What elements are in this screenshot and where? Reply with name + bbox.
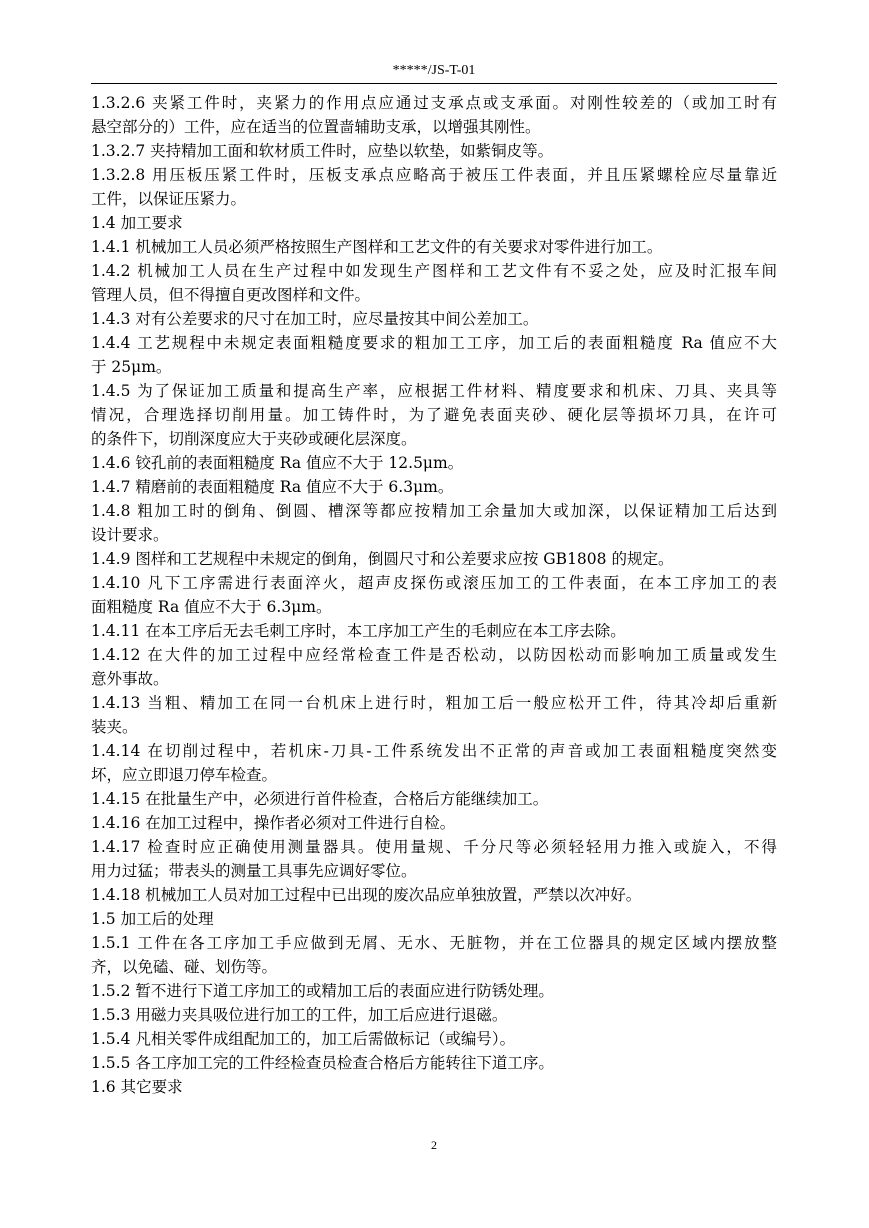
text-line: 1.4.8 粗加工时的倒角、倒圆、槽深等都应按精加工余量加大或加深，以保证精加工后达到 (91, 502, 777, 520)
text-line: 1.4.16 在加工过程中，操作者必须对工件进行自检。 (91, 814, 456, 832)
text-line: 1.4.5 为了保证加工质量和提高生产率，应根据工件材料、精度要求和机床、刀具、夹具等 (91, 382, 777, 400)
text-line: 意外事故。 (91, 670, 169, 688)
text-line: 装夹。 (91, 718, 138, 736)
text-line: 1.4.9 图样和工艺规程中未规定的倒角，倒圆尺寸和公差要求应按 GB1808 的规定。 (91, 550, 674, 568)
text-line: 1.4.1 机械加工人员必须严格按照生产图样和工艺文件的有关要求对零件进行加工。 (91, 238, 663, 256)
text-line: 1.4.2 机械加工人员在生产过程中如发现生产图样和工艺文件有不妥之处，应及时汇报车间 (91, 262, 777, 280)
text-line: 1.5.3 用磁力夹具吸位进行加工的工件，加工后应进行退磁。 (91, 1006, 508, 1024)
text-line: 管理人员，但不得擅自更改图样和文件。 (91, 286, 371, 304)
text-line: 1.4.10 凡下工序需进行表面淬火，超声皮探伤或滚压加工的工件表面，在本工序加工的表 (91, 574, 777, 592)
text-line: 坏，应立即退刀停车检查。 (91, 766, 278, 784)
text-line: 1.5.5 各工序加工完的工件经检查员检查合格后方能转往下道工序。 (91, 1054, 554, 1072)
section-heading: 1.5 加工后的处理 (91, 910, 214, 928)
header-divider (91, 83, 777, 84)
text-line: 1.4.17 检查时应正确使用测量器具。使用量规、千分尺等必须轻轻用力推入或旋入，不得 (91, 838, 777, 856)
text-line: 齐，以免磕、碰、划伤等。 (91, 958, 278, 976)
text-line: 1.4.11 在本工序后无去毛刺工序时，本工序加工产生的毛刺应在本工序去除。 (91, 622, 626, 640)
text-line: 1.4.12 在大件的加工过程中应经常检查工件是否松动，以防因松动而影响加工质量或发生 (91, 646, 777, 664)
text-line: 用力过猛；带表头的测量工具事先应调好零位。 (91, 862, 417, 880)
text-line: 1.5.1 工件在各工序加工手应做到无屑、无水、无脏物，并在工位器具的规定区域内摆放整 (91, 934, 777, 952)
text-line: 于 25μm。 (91, 358, 172, 376)
text-line: 悬空部分的）工件，应在适当的位置啬辅助支承，以增强其刚性。 (91, 118, 541, 136)
section-heading: 1.4 加工要求 (91, 214, 183, 232)
text-line: 情况，合理选择切削用量。加工铸件时，为了避免表面夹砂、硬化层等损坏刀具，在许可 (91, 406, 777, 424)
text-line: 1.4.7 精磨前的表面粗糙度 Ra 值应不大于 6.3μm。 (91, 478, 454, 496)
page-number: 2 (431, 1138, 437, 1152)
text-line: 面粗糙度 Ra 值应不大于 6.3μm。 (91, 598, 332, 616)
section-heading: 1.6 其它要求 (91, 1078, 183, 1096)
text-line: 设计要求。 (91, 526, 169, 544)
text-line: 1.5.4 凡相关零件成组配加工的，加工后需做标记（或编号）。 (91, 1030, 516, 1048)
text-line: 1.4.14 在切削过程中，若机床-刀具-工件系统发出不正常的声音或加工表面粗糙度突然变 (91, 742, 777, 760)
text-line: 工件，以保证压紧力。 (91, 190, 247, 208)
text-line: 的条件下，切削深度应大于夹砂或硬化层深度。 (91, 430, 417, 448)
text-line: 1.3.2.6 夹紧工件时，夹紧力的作用点应通过支承点或支承面。对刚性较差的（或加工时有 (91, 94, 777, 112)
text-line: 1.4.13 当粗、精加工在同一台机床上进行时，粗加工后一般应松开工件，待其冷却后重新 (91, 694, 777, 712)
document-body (91, 91, 777, 1099)
text-line: 1.3.2.7 夹持精加工面和软材质工件时，应垫以软垫，如紫铜皮等。 (91, 142, 554, 160)
text-line: 1.3.2.8 用压板压紧工件时，压板支承点应略高于被压工件表面，并且压紧螺栓应尽量靠近 (91, 166, 777, 184)
text-line: 1.4.4 工艺规程中未规定表面粗糙度要求的粗加工工序，加工后的表面粗糙度 Ra 值应不大 (91, 334, 777, 352)
document-header-code: *****/JS-T-01 (392, 63, 476, 78)
text-line: 1.5.2 暂不进行下道工序加工的或精加工后的表面应进行防锈处理。 (91, 982, 554, 1000)
text-line: 1.4.6 铰孔前的表面粗糙度 Ra 值应不大于 12.5μm。 (91, 454, 464, 472)
text-line: 1.4.15 在批量生产中，必须进行首件检查，合格后方能继续加工。 (91, 790, 549, 808)
text-line: 1.4.18 机械加工人员对加工过程中已出现的废次品应单独放置，严禁以次冲好。 (91, 886, 642, 904)
text-line: 1.4.3 对有公差要求的尺寸在加工时，应尽量按其中间公差加工。 (91, 310, 539, 328)
